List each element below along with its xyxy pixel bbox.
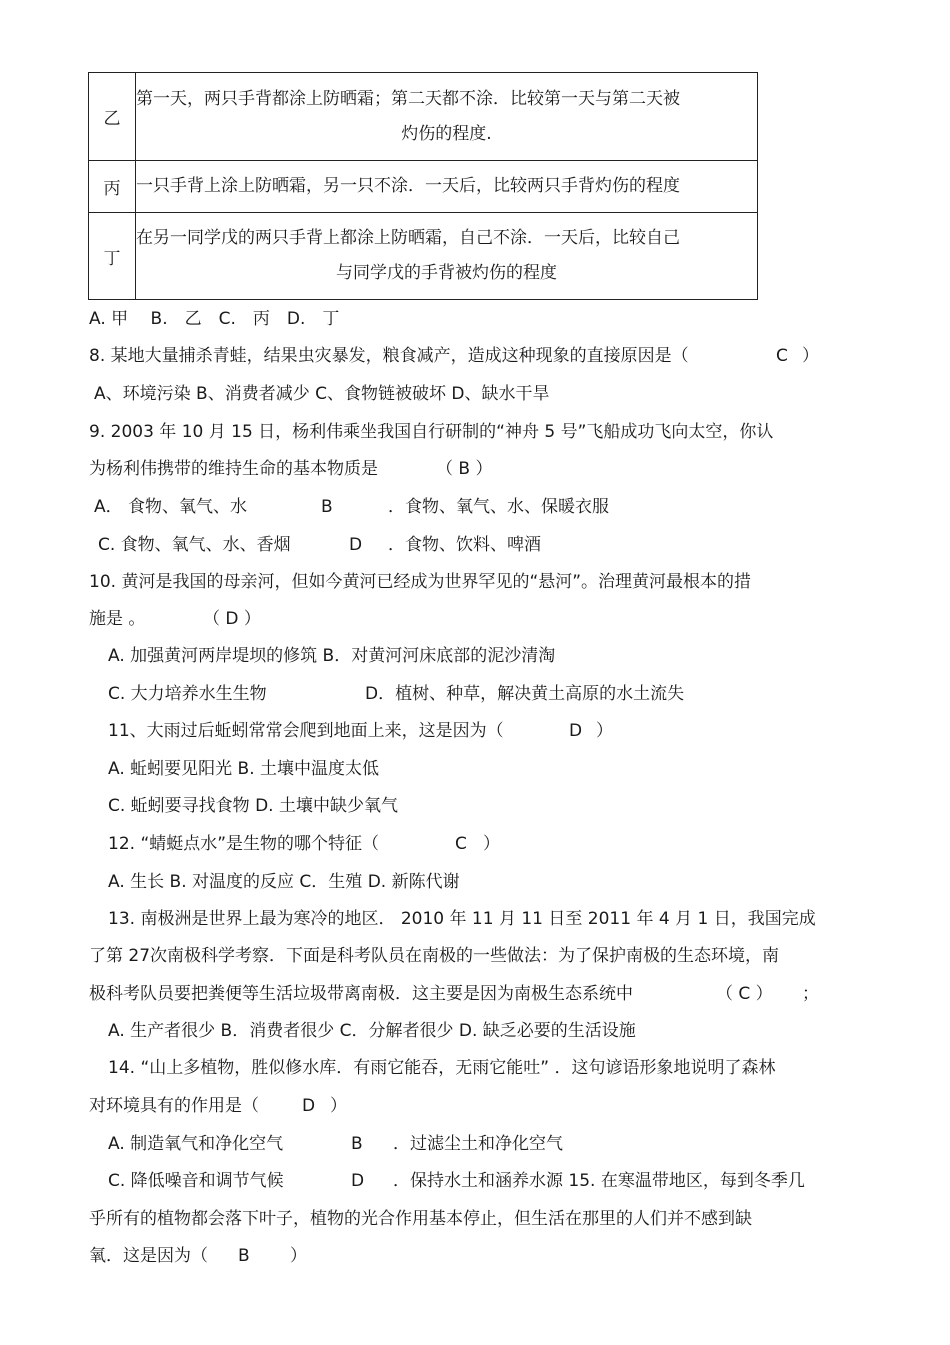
question-9-option-a: A． 食物、氧气、水 <box>94 497 248 517</box>
question-10-line-1: 10. 黄河是我国的母亲河，但如今黄河已经成为世界罕见的“悬河”。治理黄河最根本的措 <box>89 572 752 592</box>
question-14-option-a: A. 制造氧气和净化空气 <box>108 1134 284 1154</box>
row-content <box>136 161 758 213</box>
question-12-stem: 12. “蜻蜓点水”是生物的哪个特征（ <box>108 834 380 854</box>
question-10-options-ab: A. 加强黄河两岸堤坝的修筑 B．对黄河河床底部的泥沙清淘 <box>108 646 556 666</box>
question-10-option-c: C. 大力培养水生生物 <box>108 684 267 704</box>
row-text-line: 第一天，两只手背都涂上防晒霜；第二天都不涂．比较第一天与第二天被 <box>136 88 680 109</box>
question-13-line-1: 13. 南极洲是世界上最为寒冷的地区． 2010 年 11 月 11 日至 2011 年 4 月 1 日，我国完成 <box>108 909 816 929</box>
question-13-line-2: 了第 27次南极科学考察．下面是科考队员在南极的一些做法：为了保护南极的生态环境，南 <box>89 946 780 966</box>
row-label: 丁 <box>89 213 136 300</box>
row-text-line: 在另一同学戊的两只手背上都涂上防晒霜，自己不涂．一天后，比较自己 <box>136 228 680 248</box>
question-13-line-3: 极科考队员要把粪便等生活垃圾带离南极．这主要是因为南极生态系统中 <box>89 984 633 1004</box>
question-12-options: A. 生长 B. 对温度的反应 C．生殖 D. 新陈代谢 <box>108 872 460 892</box>
question-9-line-1: 9. 2003 年 10 月 15 日，杨利伟乘坐我国自行研制的“神舟 5 号”飞船成功飞向太空，你认 <box>89 422 774 442</box>
table-row <box>89 161 758 213</box>
question-8-close: ） <box>802 346 819 366</box>
question-14-option-d-letter: D <box>351 1171 365 1191</box>
question-8-stem: 8. 某地大量捕杀青蛙，结果虫灾暴发，粮食减产，造成这种现象的直接原因是（ <box>89 346 689 366</box>
question-10-line-2: 施是 。 <box>89 609 146 629</box>
question-11-answer: D <box>569 721 583 741</box>
question-12-close: ） <box>483 834 500 854</box>
question-9-option-d: ．食物、饮料、啤酒 <box>388 535 541 555</box>
question-15-close: ） <box>290 1246 307 1266</box>
question-14-line-1: 14. “山上多植物，胜似修水库．有雨它能吞，无雨它能吐” ．这句谚语形象地说明了森林 <box>108 1058 776 1078</box>
table-row <box>89 213 758 300</box>
question-15-line-1: 乎所有的植物都会落下叶子，植物的光合作用基本停止，但生活在那里的人们并不感到缺 <box>89 1209 752 1229</box>
row-text-line: 灼伤的程度. <box>401 123 492 144</box>
table-row <box>89 73 758 161</box>
question-14-option-c: C. 降低噪音和调节气候 <box>108 1171 284 1191</box>
question-9-option-d-letter: D <box>349 535 363 555</box>
question-11-options-ab: A. 蚯蚓要见阳光 B. 土壤中温度太低 <box>108 759 380 779</box>
question-10-option-d: D．植树、种草，解决黄土高原的水土流失 <box>365 684 685 704</box>
question-11-stem: 11、大雨过后蚯蚓常常会爬到地面上来，这是因为（ <box>108 721 504 741</box>
row-label: 乙 <box>89 73 136 161</box>
question-11-close: ） <box>596 721 613 741</box>
question-13-tail: ； <box>802 984 819 1004</box>
question-14-line-2: 对环境具有的作用是（ <box>89 1096 259 1116</box>
question-15-line-2: 氧．这是因为（ <box>89 1246 208 1266</box>
question-13-answer: （ C ） <box>716 984 773 1004</box>
question-9-option-b-letter: B <box>321 497 333 517</box>
question-12-answer: C <box>455 834 467 854</box>
question-14-option-b-letter: B <box>351 1134 363 1154</box>
question-13-options: A. 生产者很少 B．消费者很少 C．分解者很少 D. 缺乏必要的生活设施 <box>108 1021 636 1041</box>
question-9-answer: （ B ） <box>436 459 493 479</box>
experiment-table <box>88 72 758 300</box>
row-content <box>136 73 758 161</box>
row-label: 丙 <box>89 161 136 213</box>
question-11-options-cd: C. 蚯蚓要寻找食物 D. 土壤中缺少氧气 <box>108 796 398 816</box>
question-9-option-b: ．食物、氧气、水、保暖衣服 <box>388 497 609 517</box>
question-8-answer: C <box>776 346 788 366</box>
question-9-option-c: C. 食物、氧气、水、香烟 <box>98 535 291 555</box>
question-14-answer: D <box>302 1096 316 1116</box>
question-7-options: A. 甲 B. 乙 C. 丙 D. 丁 <box>89 309 340 329</box>
question-14-option-b: ．过滤尘土和净化空气 <box>393 1134 563 1154</box>
question-15-answer: B <box>238 1246 250 1266</box>
question-9-line-2: 为杨利伟携带的维持生命的基本物质是 <box>89 459 378 479</box>
question-14-option-d: ．保持水土和涵养水源 15. 在寒温带地区，每到冬季几 <box>393 1171 805 1191</box>
row-content <box>136 213 758 300</box>
question-14-close: ） <box>330 1096 347 1116</box>
row-text-line: 一只手背上涂上防晒霜，另一只不涂．一天后，比较两只手背灼伤的程度 <box>136 176 680 196</box>
question-8-options: A、环境污染 B、消费者减少 C、食物链被破坏 D、缺水干旱 <box>94 384 550 404</box>
row-text-line: 与同学戊的手背被灼伤的程度 <box>336 263 557 283</box>
question-10-answer: （ D ） <box>203 609 261 629</box>
